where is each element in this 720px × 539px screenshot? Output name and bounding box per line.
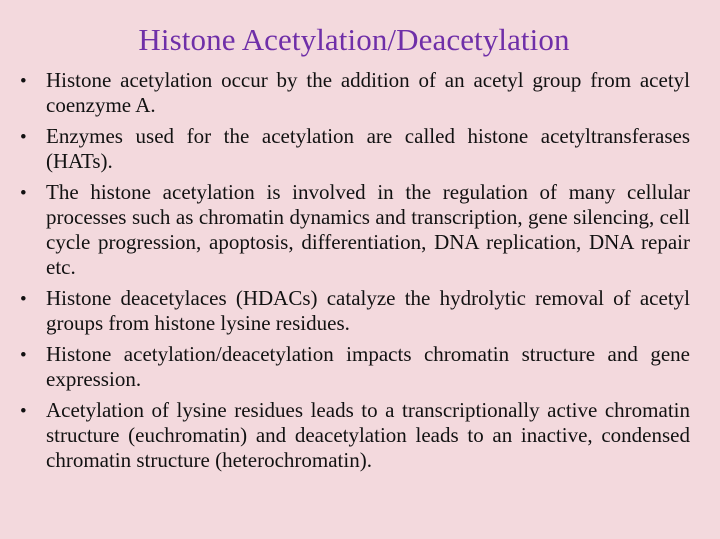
slide-title: Histone Acetylation/Deacetylation [138,22,570,57]
bullet-item-1 [18,68,690,118]
bullet-item-4 [18,286,690,336]
bullet-text: Histone deacetylaces (HDACs) catalyze the hydrolytic removal of acetyl groups from histone lysine residues. [46,286,690,335]
bullet-text: The histone acetylation is involved in the regulation of many cellular processes such as chromatin dynamics and transcription, gene silencing, cell cycle progression, apoptosis, differentiation, DNA replication, DNA repair etc. [46,180,690,279]
bullet-item-6 [18,398,690,473]
bullet-icon: • [20,183,27,204]
bullet-list [18,68,690,473]
bullet-text: Histone acetylation/deacetylation impacts chromatin structure and gene expression. [46,342,690,391]
bullet-item-5 [18,342,690,392]
bullet-icon: • [20,127,27,148]
bullet-text: Acetylation of lysine residues leads to a transcriptionally active chromatin structure (euchromatin) and deacetylation leads to an inactive, condensed chromatin structure (heterochromatin). [46,398,690,472]
bullet-icon: • [20,401,27,422]
bullet-text: Histone acetylation occur by the addition of an acetyl group from acetyl coenzyme A. [46,68,690,117]
bullet-icon: • [20,289,27,310]
bullet-icon: • [20,345,27,366]
bullet-item-2 [18,124,690,174]
bullet-text: Enzymes used for the acetylation are called histone acetyltransferases (HATs). [46,124,690,173]
bullet-icon: • [20,71,27,92]
bullet-item-3 [18,180,690,280]
